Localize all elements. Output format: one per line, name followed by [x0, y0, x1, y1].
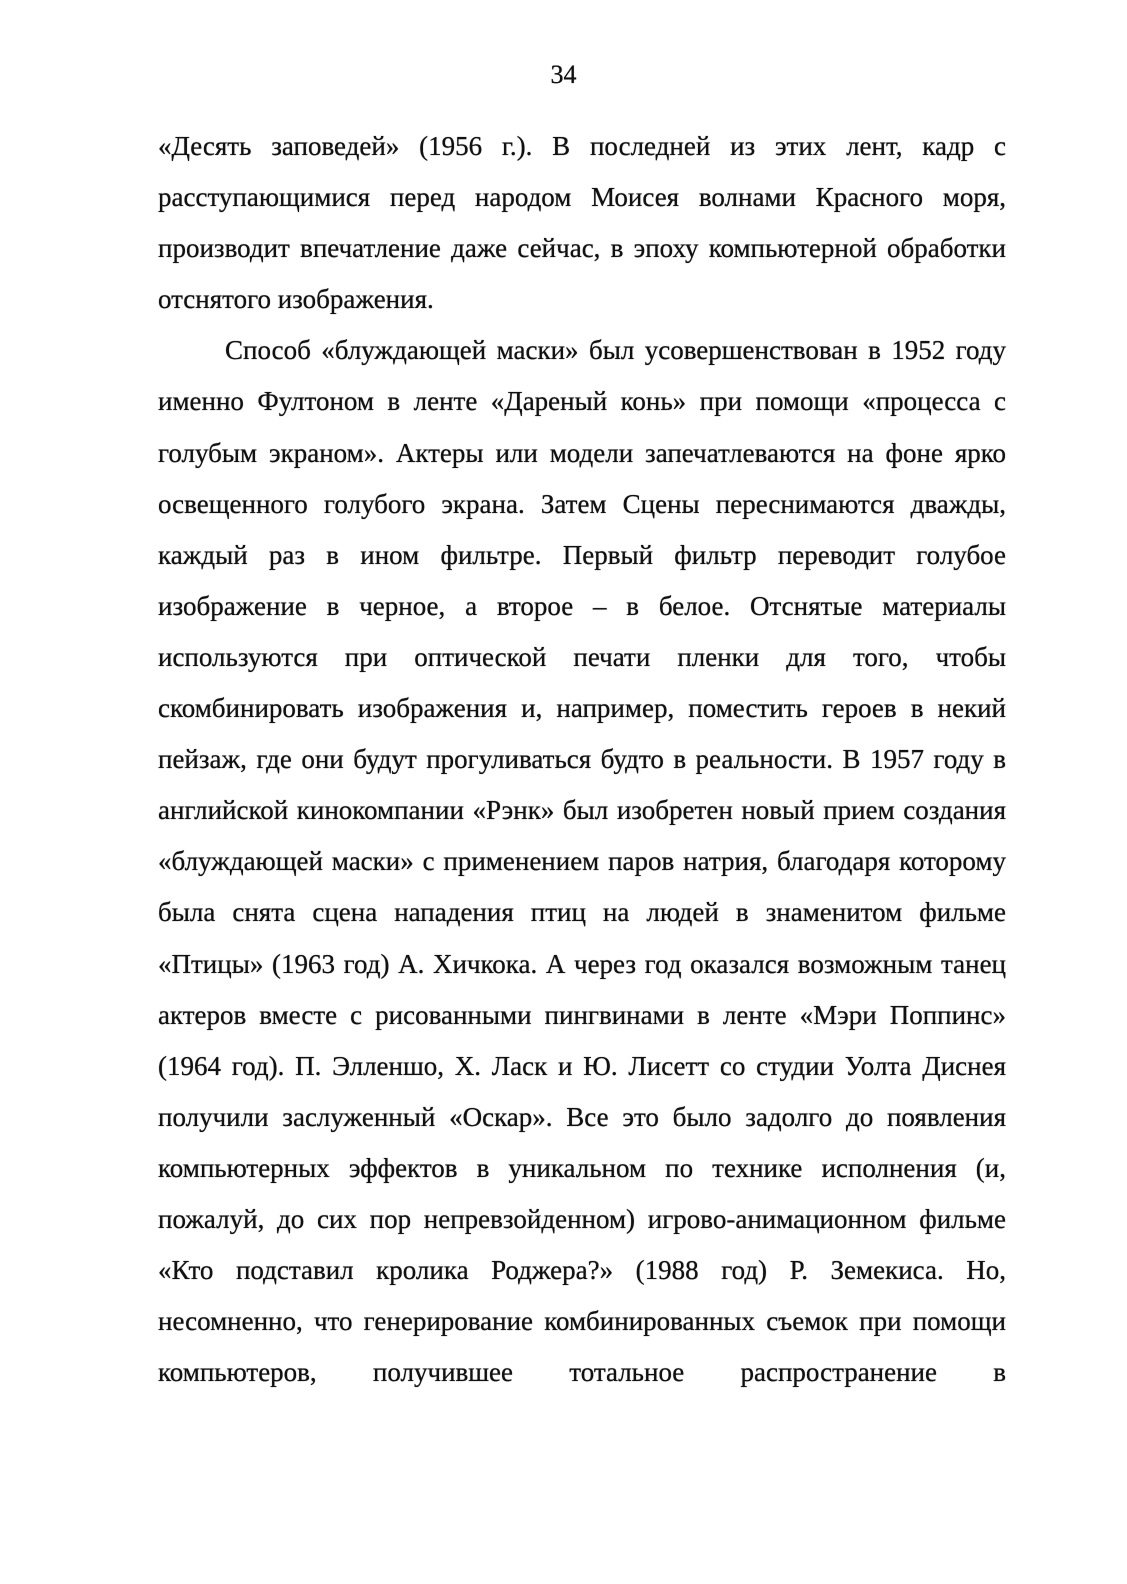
text-line: «Кто подставил кролика Роджера?» (1988 год) Р. Земекиса. Но,: [158, 1255, 1006, 1286]
text-line: «Десять заповедей» (1956 г.). В последней из этих лент, кадр с: [158, 131, 1006, 161]
text-line: компьютерных эффектов в уникальном по технике исполнения (и,: [158, 1152, 1006, 1183]
text-line: была снята сцена нападения птиц на людей в знаменитом фильме: [158, 897, 1006, 928]
paragraph-2: [158, 325, 1006, 1398]
text-line: получили заслуженный «Оскар». Все это было задолго до появления: [158, 1101, 1006, 1132]
text-line: «Птицы» (1963 год) А. Хичкока. А через год оказался возможным танец: [158, 948, 1006, 979]
text-line: «блуждающей маски» с применением паров натрия, благодаря которому: [158, 846, 1006, 877]
body-text: [158, 121, 1006, 1398]
text-line: пожалуй, до сих пор непревзойденном) игрово-анимационном фильме: [158, 1203, 1006, 1234]
text-line: отснятого изображения.: [158, 284, 434, 315]
text-line: изображение в черное, а второе – в белое. Отснятые материалы: [158, 590, 1006, 621]
text-line: пейзаж, где они будут прогуливаться будто в реальности. В 1957 году в: [158, 744, 1006, 775]
text-line: именно Фултоном в ленте «Дареный конь» при помощи «процесса с: [158, 386, 1006, 417]
text-line: компьютеров, получившее тотальное распространение в: [158, 1357, 1006, 1388]
text-line: английской кинокомпании «Рэнк» был изобретен новый прием создания: [158, 795, 1006, 826]
paragraph-1: [158, 121, 1006, 325]
text-line: расступающимися перед народом Моисея волнами Красного моря,: [158, 182, 1006, 213]
text-line: Способ «блуждающей маски» был усовершенствован в 1952 году: [225, 335, 1006, 366]
text-line: производит впечатление даже сейчас, в эпоху компьютерной обработки: [158, 233, 1006, 264]
text-line: используются при оптической печати пленки для того, чтобы: [158, 641, 1006, 672]
text-line: актеров вместе с рисованными пингвинами в ленте «Мэри Поппинс»: [158, 999, 1006, 1030]
text-line: скомбинировать изображения и, например, поместить героев в некий: [158, 693, 1006, 724]
text-line: несомненно, что генерирование комбинированных съемок при помощи: [158, 1306, 1006, 1337]
text-line: голубым экраном». Актеры или модели запечатлеваются на фоне ярко: [158, 437, 1006, 468]
page-number: 34: [550, 60, 577, 89]
text-line: (1964 год). П. Элленшо, Х. Ласк и Ю. Лисетт со студии Уолта Диснея: [158, 1050, 1006, 1081]
text-line: освещенного голубого экрана. Затем Сцены переснимаются дважды,: [158, 488, 1006, 519]
text-line: каждый раз в ином фильтре. Первый фильтр переводит голубое: [158, 539, 1006, 570]
